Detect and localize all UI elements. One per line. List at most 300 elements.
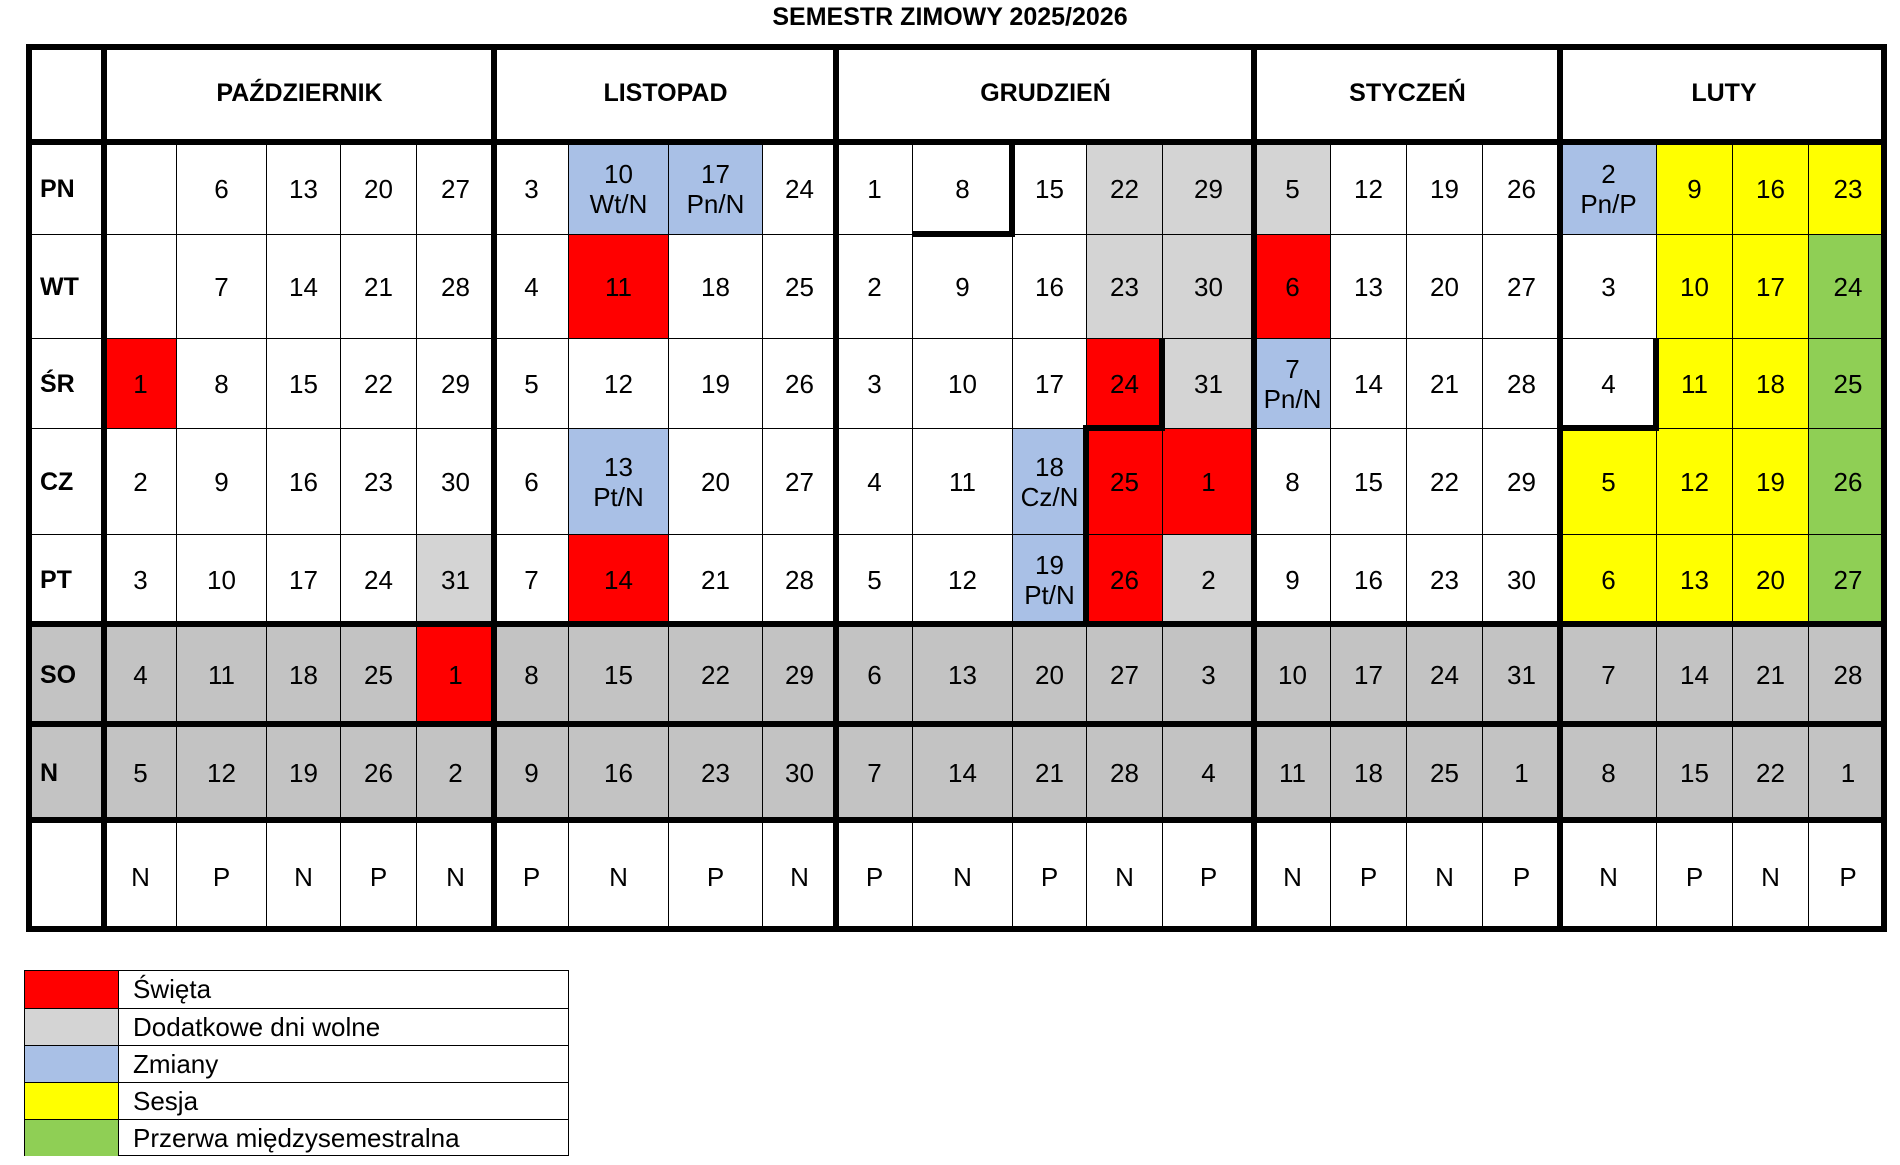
- day-cell: [568, 338, 668, 428]
- day-number: 17: [1035, 368, 1064, 399]
- day-cell: [266, 428, 340, 534]
- day-number: 18: [289, 659, 318, 690]
- day-cell: [1162, 142, 1254, 234]
- day-cell: [1012, 428, 1086, 534]
- day-number: 9: [214, 466, 229, 497]
- day-number: 21: [1756, 659, 1785, 690]
- day-number: 27: [441, 173, 470, 204]
- day-cell: [1732, 724, 1808, 820]
- day-cell: [912, 724, 1012, 820]
- day-cell: [1656, 142, 1732, 234]
- day-number: 29: [1194, 173, 1223, 204]
- day-cell: [340, 534, 416, 624]
- day-cell: [1162, 724, 1254, 820]
- day-cell: [1732, 338, 1808, 428]
- day-number: 7: [1601, 659, 1616, 690]
- day-cell: [1162, 534, 1254, 624]
- row-label-text: SO: [40, 660, 77, 689]
- day-number: 29: [1507, 466, 1536, 497]
- day-number: 8: [1285, 466, 1300, 497]
- day-cell: [494, 624, 568, 724]
- day-number: 28: [1833, 659, 1863, 690]
- thick-divider: [1560, 425, 1656, 431]
- day-cell: [912, 142, 1012, 234]
- day-cell: [1086, 234, 1162, 338]
- day-number: 7: [1285, 353, 1300, 384]
- corner-cell: [26, 44, 104, 142]
- day-number: 22: [1110, 173, 1139, 204]
- day-number: 11: [208, 659, 235, 690]
- day-cell: [494, 234, 568, 338]
- month-header: PAŹDZIERNIK: [104, 44, 494, 142]
- day-cell: [836, 624, 912, 724]
- day-cell: [1406, 338, 1482, 428]
- week-parity-label: N: [609, 861, 628, 892]
- day-cell: [1732, 534, 1808, 624]
- legend-item: [25, 1119, 568, 1156]
- day-cell: [1656, 234, 1732, 338]
- row-label: [26, 534, 104, 624]
- day-cell: [1732, 624, 1808, 724]
- day-cell: [762, 534, 836, 624]
- day-number: 16: [289, 466, 318, 497]
- day-cell: [1086, 624, 1162, 724]
- day-number: 4: [1601, 368, 1616, 399]
- day-cell: [416, 624, 494, 724]
- day-number: 23: [1430, 564, 1459, 595]
- day-cell: [266, 142, 340, 234]
- day-cell: [340, 428, 416, 534]
- week-parity-cell: [836, 820, 912, 932]
- day-number: 1: [448, 659, 463, 690]
- day-change-note: Pn/N: [686, 188, 745, 219]
- day-number: 27: [1833, 564, 1863, 595]
- week-parity-label: P: [1839, 861, 1857, 892]
- day-number: 5: [1601, 466, 1616, 497]
- legend-swatch: [25, 971, 119, 1008]
- day-number: 16: [1354, 564, 1383, 595]
- day-cell: [266, 534, 340, 624]
- row-label: [26, 234, 104, 338]
- day-cell: [1086, 534, 1162, 624]
- thick-divider: [26, 926, 1887, 932]
- day-number: 16: [1035, 271, 1064, 302]
- day-number: 3: [133, 564, 148, 595]
- day-cell: [1560, 234, 1656, 338]
- row-label-text: PT: [40, 565, 72, 594]
- legend-item: [25, 971, 568, 1008]
- day-number: 22: [701, 659, 730, 690]
- day-number: 6: [1601, 564, 1616, 595]
- day-number: 18: [701, 271, 730, 302]
- day-cell: [1482, 534, 1560, 624]
- day-cell: [1254, 428, 1330, 534]
- day-cell: [912, 534, 1012, 624]
- day-number: 1: [1840, 757, 1856, 788]
- week-parity-cell: [762, 820, 836, 932]
- day-cell: [1732, 142, 1808, 234]
- day-number: 2: [133, 466, 148, 497]
- week-parity-cell: [104, 820, 176, 932]
- day-number: 25: [364, 659, 393, 690]
- day-cell: [912, 624, 1012, 724]
- day-number: 17: [1354, 659, 1383, 690]
- day-cell: [762, 624, 836, 724]
- day-cell: [668, 428, 762, 534]
- day-cell: [176, 624, 266, 724]
- day-number: 16: [1756, 173, 1785, 204]
- day-cell: [1808, 534, 1887, 624]
- day-cell: [568, 534, 668, 624]
- day-number: 31: [1507, 659, 1536, 690]
- day-cell: [494, 142, 568, 234]
- day-number: 23: [364, 466, 393, 497]
- day-number: 15: [1035, 173, 1064, 204]
- thick-divider: [26, 621, 1887, 627]
- day-number: 2: [1201, 564, 1216, 595]
- day-number: 5: [524, 368, 539, 399]
- day-cell: [568, 142, 668, 234]
- day-cell: [416, 338, 494, 428]
- row-label: [26, 428, 104, 534]
- day-number: 8: [214, 368, 229, 399]
- day-number: 11: [605, 271, 632, 302]
- day-number: 2: [1601, 158, 1616, 189]
- day-cell: [568, 234, 668, 338]
- day-cell: [668, 338, 762, 428]
- day-number: 11: [1279, 757, 1306, 788]
- week-parity-label: P: [522, 861, 541, 892]
- day-cell: [1086, 724, 1162, 820]
- day-cell: [1560, 338, 1656, 428]
- day-cell: [762, 428, 836, 534]
- legend: [24, 970, 569, 1156]
- day-number: 24: [785, 173, 814, 204]
- day-cell: [1808, 234, 1887, 338]
- day-number: 2: [867, 271, 882, 302]
- day-number: 24: [364, 564, 393, 595]
- row-label: [26, 338, 104, 428]
- day-number: 30: [441, 466, 470, 497]
- row-label-text: WT: [40, 272, 79, 301]
- day-number: 20: [1756, 564, 1785, 595]
- month-header: STYCZEŃ: [1254, 44, 1560, 142]
- row-label-text: ŚR: [40, 369, 75, 398]
- day-cell: [176, 724, 266, 820]
- week-parity-cell: [1254, 820, 1330, 932]
- legend-item: [25, 1008, 568, 1045]
- day-cell: [1808, 428, 1887, 534]
- day-number: 12: [604, 368, 633, 399]
- day-cell: [568, 724, 668, 820]
- day-cell: [1162, 624, 1254, 724]
- day-number: 1: [1514, 757, 1529, 788]
- day-number: 25: [1110, 466, 1139, 497]
- day-number: 13: [948, 659, 977, 690]
- week-parity-label: N: [1435, 861, 1454, 892]
- week-parity-cell: [266, 820, 340, 932]
- day-cell: [266, 234, 340, 338]
- day-number: 13: [289, 173, 318, 204]
- day-cell: [568, 428, 668, 534]
- month-header: LISTOPAD: [494, 44, 836, 142]
- day-number: 4: [524, 271, 539, 302]
- day-number: 17: [701, 158, 730, 189]
- day-number: 4: [867, 466, 882, 497]
- day-number: 1: [867, 173, 882, 204]
- day-number: 5: [133, 757, 148, 788]
- day-cell: [104, 624, 176, 724]
- day-cell: [1656, 338, 1732, 428]
- day-number: 18: [1354, 757, 1383, 788]
- day-number: 14: [604, 564, 633, 595]
- day-number: 10: [1278, 659, 1307, 690]
- day-cell: [1406, 428, 1482, 534]
- day-cell: [1254, 624, 1330, 724]
- day-change-note: Pt/N: [1024, 579, 1075, 610]
- day-number: 3: [524, 173, 539, 204]
- week-parity-label: N: [131, 861, 150, 892]
- day-cell: [1732, 428, 1808, 534]
- day-cell: [1254, 338, 1330, 428]
- day-number: 24: [1110, 368, 1139, 399]
- day-number: 19: [1430, 173, 1459, 204]
- day-cell: [1482, 428, 1560, 534]
- thick-divider: [491, 44, 497, 932]
- day-cell: [104, 724, 176, 820]
- day-cell: [416, 534, 494, 624]
- month-header: GRUDZIEŃ: [836, 44, 1254, 142]
- day-cell: [1560, 724, 1656, 820]
- day-cell: [1254, 234, 1330, 338]
- legend-label: Święta: [133, 974, 212, 1004]
- thick-divider: [26, 817, 1887, 823]
- day-number: 4: [1201, 757, 1216, 788]
- day-cell: [340, 234, 416, 338]
- day-cell: [1656, 428, 1732, 534]
- day-number: 13: [1354, 271, 1383, 302]
- legend-swatch: [25, 1046, 119, 1082]
- legend-item: [25, 1082, 568, 1119]
- day-cell: [1560, 428, 1656, 534]
- day-number: 26: [785, 368, 814, 399]
- legend-swatch: [25, 1083, 119, 1119]
- thick-divider: [1881, 44, 1887, 932]
- day-cell: [1560, 624, 1656, 724]
- day-cell: [104, 428, 176, 534]
- day-cell: [1560, 534, 1656, 624]
- day-number: 21: [701, 564, 730, 595]
- week-parity-cell: [340, 820, 416, 932]
- day-cell: [1732, 234, 1808, 338]
- day-cell: [1482, 724, 1560, 820]
- day-cell: [416, 142, 494, 234]
- day-change-note: Pn/P: [1580, 188, 1637, 219]
- week-parity-cell: [1482, 820, 1560, 932]
- day-cell: [416, 234, 494, 338]
- day-number: 14: [948, 757, 977, 788]
- day-number: 16: [604, 757, 633, 788]
- day-number: 9: [524, 757, 539, 788]
- day-number: 5: [1285, 173, 1300, 204]
- week-parity-label: P: [865, 861, 884, 892]
- calendar-table: [26, 44, 1887, 932]
- day-cell: [1254, 724, 1330, 820]
- week-parity-cell: [1656, 820, 1732, 932]
- day-cell: [1406, 234, 1482, 338]
- thick-divider: [1557, 44, 1563, 932]
- day-number: 29: [441, 368, 470, 399]
- day-cell: [1330, 142, 1406, 234]
- day-cell: [762, 142, 836, 234]
- day-cell: [762, 724, 836, 820]
- day-number: 31: [441, 564, 470, 595]
- day-number: 28: [1110, 757, 1139, 788]
- day-cell: [176, 142, 266, 234]
- day-number: 26: [1507, 173, 1536, 204]
- day-number: 8: [1601, 757, 1616, 788]
- day-cell: [494, 534, 568, 624]
- thick-divider: [1251, 44, 1257, 932]
- day-cell: [340, 624, 416, 724]
- day-cell: [836, 534, 912, 624]
- day-number: 12: [207, 757, 236, 788]
- week-parity-cell: [494, 820, 568, 932]
- day-number: 23: [1833, 173, 1863, 204]
- day-number: 1: [1201, 466, 1216, 497]
- week-parity-label: P: [369, 861, 388, 892]
- day-number: 18: [1035, 451, 1064, 482]
- day-cell: [416, 428, 494, 534]
- week-parity-cell: [1086, 820, 1162, 932]
- day-number: 26: [364, 757, 393, 788]
- day-number: 13: [604, 451, 633, 482]
- day-cell: [762, 338, 836, 428]
- week-parity-cell: [1330, 820, 1406, 932]
- day-cell: [1482, 142, 1560, 234]
- thick-divider: [912, 231, 1012, 237]
- day-cell: [912, 338, 1012, 428]
- day-number: 24: [1833, 271, 1863, 302]
- day-number: 26: [1110, 564, 1139, 595]
- day-number: 30: [785, 757, 814, 788]
- day-number: 30: [1507, 564, 1536, 595]
- page-title: SEMESTR ZIMOWY 2025/2026: [772, 3, 1128, 31]
- week-parity-cell: [1560, 820, 1656, 932]
- week-parity-label: N: [1761, 861, 1780, 892]
- day-cell: [104, 338, 176, 428]
- thick-divider: [1083, 425, 1162, 431]
- thick-divider: [26, 139, 1887, 145]
- day-number: 12: [1354, 173, 1383, 204]
- day-cell: [1406, 724, 1482, 820]
- day-number: 12: [1680, 466, 1709, 497]
- day-cell: [668, 624, 762, 724]
- week-parity-cell: [1162, 820, 1254, 932]
- legend-label: Sesja: [133, 1086, 199, 1116]
- week-parity-label: P: [1359, 861, 1378, 892]
- day-cell: [836, 234, 912, 338]
- day-number: 8: [955, 173, 970, 204]
- day-number: 10: [604, 158, 633, 189]
- day-cell: [1406, 624, 1482, 724]
- day-cell: [1656, 724, 1732, 820]
- day-number: 9: [955, 271, 970, 302]
- day-number: 29: [785, 659, 814, 690]
- day-number: 21: [1035, 757, 1064, 788]
- day-cell: [1012, 624, 1086, 724]
- day-cell: [912, 234, 1012, 338]
- legend-label: Przerwa międzysemestralna: [133, 1123, 460, 1153]
- day-change-note: Pn/N: [1263, 383, 1322, 414]
- day-cell: [836, 142, 912, 234]
- day-number: 26: [1833, 466, 1863, 497]
- day-cell: [1086, 142, 1162, 234]
- thick-divider: [26, 44, 1887, 50]
- week-parity-label: N: [446, 861, 465, 892]
- week-parity-cell: [1406, 820, 1482, 932]
- day-cell: [340, 338, 416, 428]
- day-number: 31: [1194, 368, 1223, 399]
- day-cell: [1808, 724, 1887, 820]
- day-cell: [1482, 624, 1560, 724]
- day-cell: [176, 234, 266, 338]
- day-cell: [104, 142, 176, 234]
- thick-divider: [1009, 142, 1015, 237]
- row-label: [26, 820, 104, 932]
- thick-divider: [26, 44, 32, 932]
- day-cell: [340, 142, 416, 234]
- day-cell: [668, 724, 762, 820]
- day-cell: [1012, 234, 1086, 338]
- day-number: 13: [1680, 564, 1709, 595]
- day-cell: [1482, 338, 1560, 428]
- row-label: [26, 724, 104, 820]
- week-parity-cell: [1808, 820, 1887, 932]
- day-cell: [1560, 142, 1656, 234]
- day-number: 24: [1430, 659, 1459, 690]
- day-number: 15: [1354, 466, 1383, 497]
- day-cell: [416, 724, 494, 820]
- day-number: 3: [1201, 659, 1216, 690]
- day-number: 20: [701, 466, 730, 497]
- day-number: 3: [1601, 271, 1616, 302]
- day-cell: [176, 428, 266, 534]
- legend-swatch: [25, 1009, 119, 1045]
- day-number: 9: [1687, 173, 1702, 204]
- legend-swatch: [25, 1120, 119, 1156]
- legend-item: [25, 1045, 568, 1082]
- day-cell: [1330, 338, 1406, 428]
- day-number: 10: [1680, 271, 1709, 302]
- day-cell: [1162, 338, 1254, 428]
- day-cell: [494, 338, 568, 428]
- day-cell: [1086, 338, 1162, 428]
- week-parity-cell: [912, 820, 1012, 932]
- day-number: 4: [133, 659, 148, 690]
- day-number: 14: [1354, 368, 1383, 399]
- day-cell: [1808, 338, 1887, 428]
- day-cell: [1656, 534, 1732, 624]
- day-number: 1: [133, 368, 148, 399]
- day-number: 20: [364, 173, 393, 204]
- week-parity-label: N: [1599, 861, 1618, 892]
- day-number: 22: [1756, 757, 1785, 788]
- day-cell: [1254, 534, 1330, 624]
- day-cell: [266, 724, 340, 820]
- day-number: 15: [604, 659, 633, 690]
- day-number: 28: [1507, 368, 1536, 399]
